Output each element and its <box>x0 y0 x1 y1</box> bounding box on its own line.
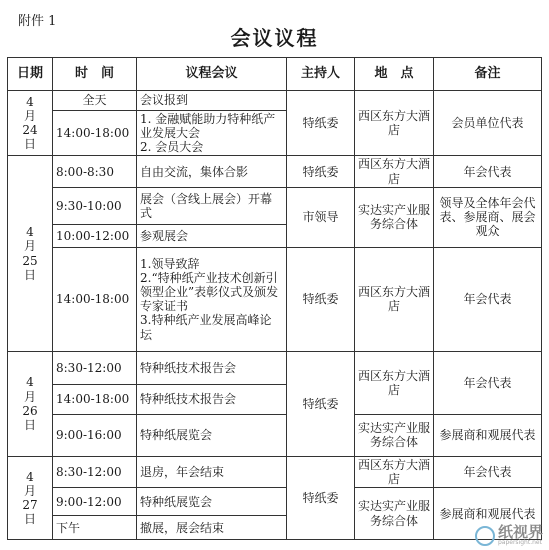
agenda-cell: 特种纸展览会 <box>137 414 287 456</box>
host-cell: 特纸委 <box>287 156 355 187</box>
remarks-cell: 年会代表 <box>434 456 542 487</box>
time-cell: 9:30-10:00 <box>53 187 137 224</box>
location-cell: 西区东方大酒店 <box>355 247 434 351</box>
remarks-cell: 会员单位代表 <box>434 91 542 156</box>
table-row <box>8 247 542 351</box>
table-row <box>8 488 542 516</box>
time-cell: 全天 <box>53 91 137 111</box>
attachment-label: 附件 1 <box>18 14 57 29</box>
location-cell: 西区东方大酒店 <box>355 456 434 487</box>
remarks-cell: 参展商和观展代表 <box>434 488 542 540</box>
location-cell: 实达实产业服务综合体 <box>355 488 434 540</box>
agenda-cell: 特种纸技术报告会 <box>137 351 287 384</box>
agenda-cell: 特种纸展览会 <box>137 488 287 516</box>
table-row <box>8 91 542 111</box>
agenda-table <box>7 57 542 540</box>
remarks-cell: 领导及全体年会代表、参展商、展会观众 <box>434 187 542 247</box>
date-cell-apr25: 4 月 25 日 <box>8 156 53 351</box>
time-cell: 14:00-18:00 <box>53 247 137 351</box>
time-cell: 9:00-12:00 <box>53 488 137 516</box>
remarks-cell: 年会代表 <box>434 247 542 351</box>
host-cell: 特纸委 <box>287 456 355 539</box>
watermark-url: papersight.net <box>497 539 542 546</box>
table-row <box>8 456 542 487</box>
time-cell: 8:00-8:30 <box>53 156 137 187</box>
location-cell: 西区东方大酒店 <box>355 156 434 187</box>
time-cell: 14:00-18:00 <box>53 384 137 414</box>
host-cell: 特纸委 <box>287 91 355 156</box>
agenda-cell: 撤展，展会结束 <box>137 516 287 540</box>
remarks-cell: 参展商和观展代表 <box>434 414 542 456</box>
location-cell: 西区东方大酒店 <box>355 91 434 156</box>
agenda-cell: 1. 金融赋能助力特种纸产业发展大会 2. 会员大会 <box>137 111 287 156</box>
time-cell: 10:00-12:00 <box>53 224 137 247</box>
watermark-text <box>498 525 543 546</box>
agenda-cell: 会议报到 <box>137 91 287 111</box>
host-cell: 特纸委 <box>287 351 355 456</box>
host-cell: 市领导 <box>287 187 355 247</box>
watermark <box>475 525 543 546</box>
table-row <box>8 156 542 187</box>
location-cell: 实达实产业服务综合体 <box>355 187 434 247</box>
agenda-cell: 退房，年会结束 <box>137 456 287 487</box>
time-cell: 9:00-16:00 <box>53 414 137 456</box>
header-date: 日期 <box>8 58 53 91</box>
remarks-cell: 年会代表 <box>434 156 542 187</box>
agenda-cell: 自由交流，集体合影 <box>137 156 287 187</box>
header-time: 时 间 <box>53 58 137 91</box>
date-cell-apr26: 4 月 26 日 <box>8 351 53 456</box>
watermark-logo-icon <box>475 526 495 546</box>
table-row <box>8 351 542 384</box>
table-row <box>8 414 542 456</box>
header-remarks: 备注 <box>434 58 542 91</box>
agenda-cell: 1.领导致辞 2.“特种纸产业技术创新引领型企业”表彰仪式及颁发专家证书 3.特种纸产业发展高峰论坛 <box>137 247 287 351</box>
date-cell-apr24: 4 月 24 日 <box>8 91 53 156</box>
location-cell: 实达实产业服务综合体 <box>355 414 434 456</box>
header-host: 主持人 <box>287 58 355 91</box>
page-title: 会议议程 <box>230 26 319 50</box>
time-cell: 14:00-18:00 <box>53 111 137 156</box>
table-row <box>8 187 542 224</box>
time-cell: 8:30-12:00 <box>53 351 137 384</box>
date-cell-apr27: 4 月 27 日 <box>8 456 53 539</box>
agenda-cell: 特种纸技术报告会 <box>137 384 287 414</box>
agenda-cell: 参观展会 <box>137 224 287 247</box>
host-cell: 特纸委 <box>287 247 355 351</box>
remarks-cell: 年会代表 <box>434 351 542 414</box>
header-location: 地 点 <box>355 58 434 91</box>
time-cell: 下午 <box>53 516 137 540</box>
time-cell: 8:30-12:00 <box>53 456 137 487</box>
watermark-name: 纸视界 <box>497 523 543 541</box>
agenda-cell: 展会（含线上展会）开幕式 <box>137 187 287 224</box>
location-cell: 西区东方大酒店 <box>355 351 434 414</box>
header-agenda: 议程会议 <box>137 58 287 91</box>
header-row <box>8 58 542 91</box>
